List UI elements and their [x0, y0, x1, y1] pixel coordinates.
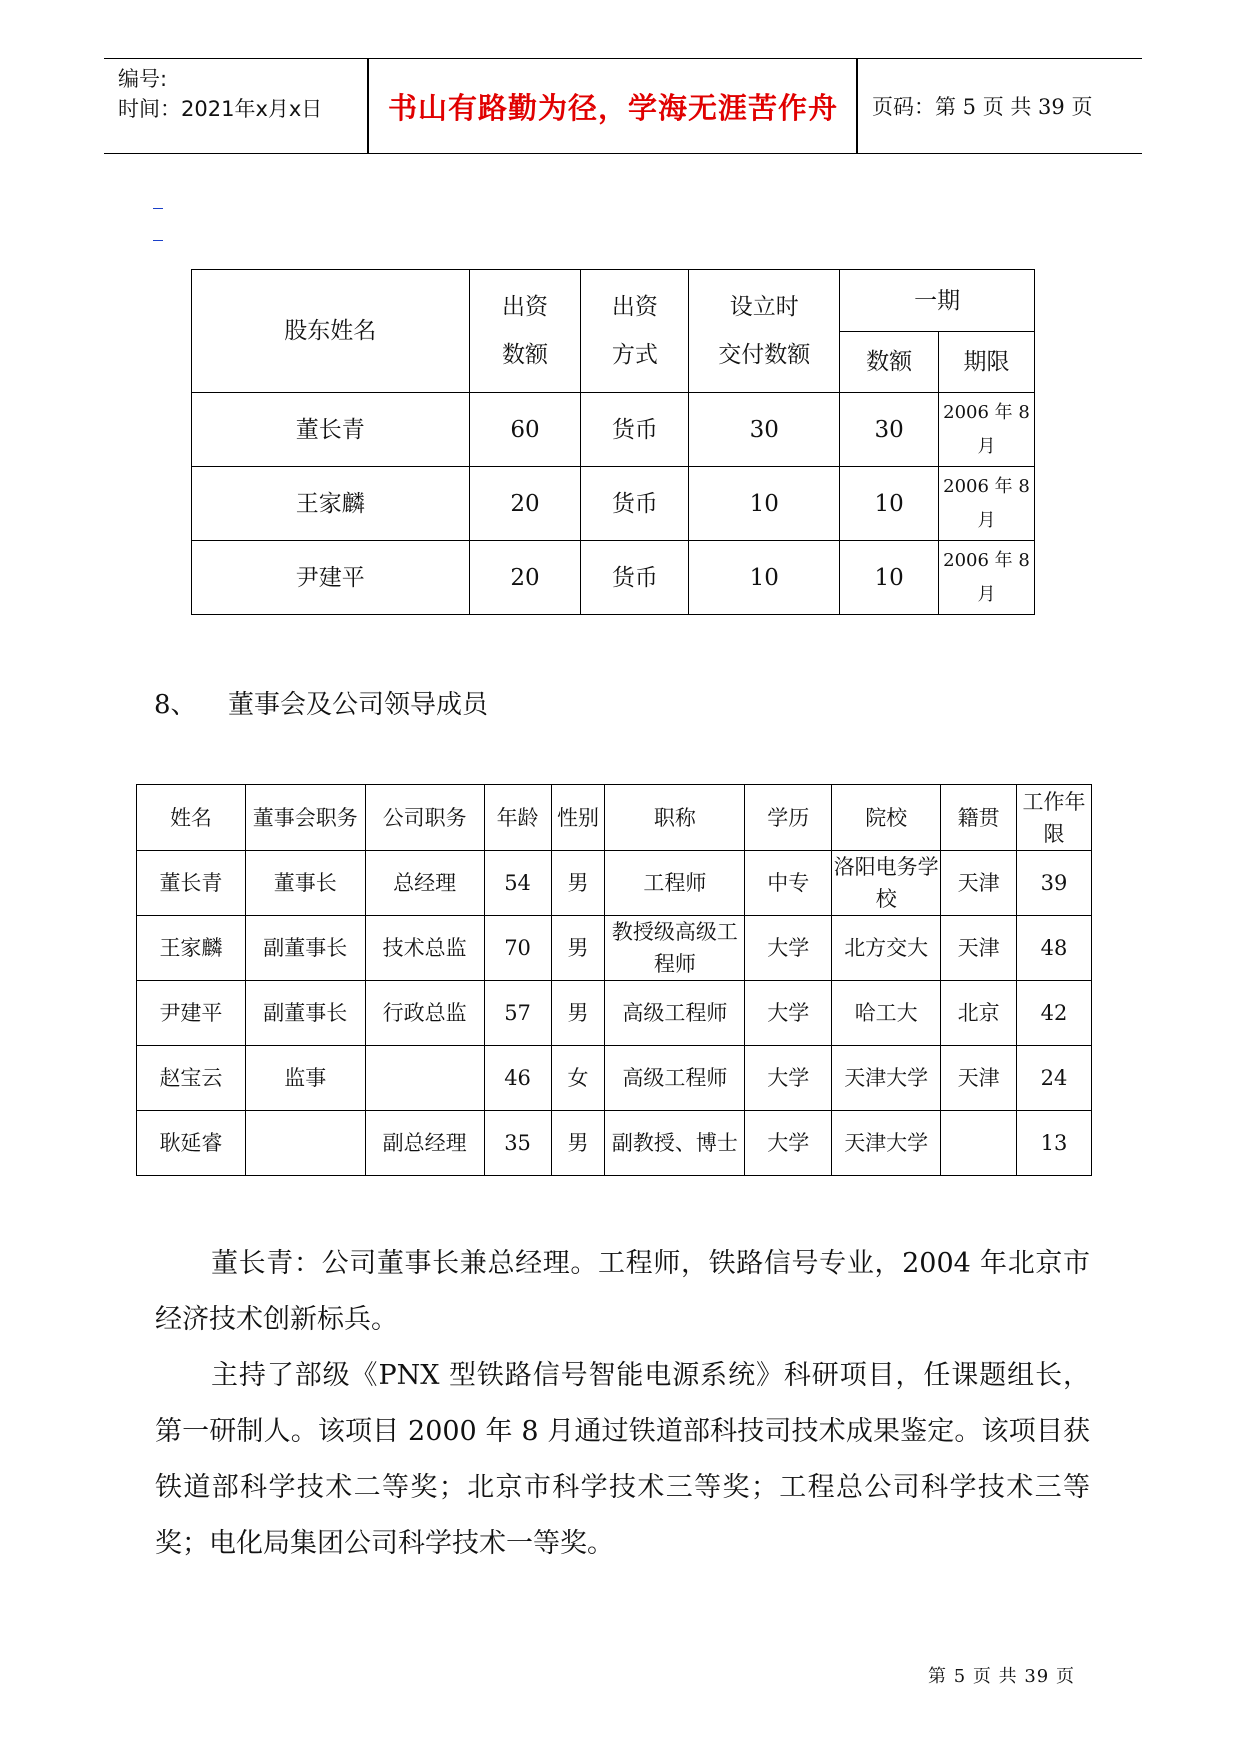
column-header: 性别: [551, 785, 605, 851]
table-row: [137, 981, 1092, 1046]
cell-method: 货币: [581, 393, 689, 467]
header-paid: 设立时 交付数额: [689, 270, 840, 393]
cell: 副总经理: [365, 1111, 484, 1176]
cell: 42: [1017, 981, 1092, 1046]
header-name: 股东姓名: [192, 270, 470, 393]
table-row: [137, 1046, 1092, 1111]
header-phase: 一期: [840, 270, 1035, 332]
table-row: [192, 467, 1035, 541]
column-header: 籍贯: [941, 785, 1017, 851]
table-row: [192, 393, 1035, 467]
page-footer: 第 5 页 共 39 页: [928, 1666, 1075, 1687]
cell-term: 2006 年 8 月: [939, 393, 1035, 467]
table-row: [137, 916, 1092, 981]
cell: 13: [1017, 1111, 1092, 1176]
cell: 天津大学: [832, 1111, 941, 1176]
board-members-table: [136, 784, 1092, 1176]
table-header-row: [137, 785, 1092, 851]
column-header: 董事会职务: [245, 785, 365, 851]
column-header: 院校: [832, 785, 941, 851]
cell: 耿延睿: [137, 1111, 246, 1176]
hyperlink-mark: [153, 208, 163, 209]
cell-method: 货币: [581, 541, 689, 615]
header-phase-amount: 数额: [840, 332, 939, 393]
cell-amount: 60: [469, 393, 581, 467]
cell: 北方交大: [832, 916, 941, 981]
cell: 总经理: [365, 851, 484, 916]
cell: 大学: [745, 1046, 832, 1111]
cell: 天津: [941, 1046, 1017, 1111]
cell: 天津大学: [832, 1046, 941, 1111]
section-number: 8、: [154, 690, 197, 720]
section-title: 董事会及公司领导成员: [228, 690, 489, 720]
cell: [941, 1111, 1017, 1176]
time-label: 时间：2021年x月x日: [118, 97, 323, 121]
column-header: 年龄: [484, 785, 551, 851]
cell: [365, 1046, 484, 1111]
cell: 教授级高级工程师: [605, 916, 745, 981]
cell: 女: [551, 1046, 605, 1111]
paragraph-profile-intro: 董长青：公司董事长兼总经理。工程师，铁路信号专业，2004 年北京市经济技术创新标兵。: [155, 1248, 1090, 1335]
cell: 24: [1017, 1046, 1092, 1111]
paragraph-profile-projects: 主持了部级《PNX 型铁路信号智能电源系统》科研项目，任课题组长，第一研制人。该项目 2000 年 8 月通过铁道部科技司技术成果鉴定。该项目获铁道部科学技术二等奖；北京市科学技术三等奖；工程总公司科学技术三等奖；电化局集团公司科学技术一等奖。: [155, 1360, 1090, 1559]
column-header: 姓名: [137, 785, 246, 851]
cell: 54: [484, 851, 551, 916]
column-header: 工作年限: [1017, 785, 1092, 851]
cell: 48: [1017, 916, 1092, 981]
cell: 赵宝云: [137, 1046, 246, 1111]
serial-label: 编号:: [118, 67, 168, 91]
cell-phase-amount: 30: [840, 393, 939, 467]
cell: 哈工大: [832, 981, 941, 1046]
cell-term: 2006 年 8 月: [939, 541, 1035, 615]
cell: 行政总监: [365, 981, 484, 1046]
header-page-label: 页码：第 5 页 共 39 页: [872, 95, 1093, 119]
cell-term: 2006 年 8 月: [939, 467, 1035, 541]
cell-name: 董长青: [192, 393, 470, 467]
section-heading: [154, 684, 488, 721]
cell: 天津: [941, 851, 1017, 916]
column-header: 公司职务: [365, 785, 484, 851]
cell: 35: [484, 1111, 551, 1176]
table-row: [137, 851, 1092, 916]
header-motto: 书山有路勤为径，学海无涯苦作舟: [387, 90, 838, 125]
cell: 男: [551, 981, 605, 1046]
cell: 39: [1017, 851, 1092, 916]
cell-amount: 20: [469, 541, 581, 615]
cell-paid: 30: [689, 393, 840, 467]
cell-name: 王家麟: [192, 467, 470, 541]
header-info: [104, 59, 367, 153]
cell: 高级工程师: [605, 1046, 745, 1111]
cell: 监事: [245, 1046, 365, 1111]
cell: 大学: [745, 916, 832, 981]
cell: 北京: [941, 981, 1017, 1046]
cell: 高级工程师: [605, 981, 745, 1046]
column-header: 职称: [605, 785, 745, 851]
cell: 董长青: [137, 851, 246, 916]
header-method: 出资 方式: [581, 270, 689, 393]
cell: 男: [551, 851, 605, 916]
shareholder-table: [191, 269, 1035, 615]
cell: 董事长: [245, 851, 365, 916]
cell: 70: [484, 916, 551, 981]
cell-phase-amount: 10: [840, 541, 939, 615]
cell: 副董事长: [245, 916, 365, 981]
cell-name: 尹建平: [192, 541, 470, 615]
cell-paid: 10: [689, 541, 840, 615]
cell: 大学: [745, 1111, 832, 1176]
cell-phase-amount: 10: [840, 467, 939, 541]
cell: 副董事长: [245, 981, 365, 1046]
hyperlink-mark: [153, 240, 163, 241]
cell: 57: [484, 981, 551, 1046]
table-row: [192, 541, 1035, 615]
cell: 46: [484, 1046, 551, 1111]
header-amount: 出资 数额: [469, 270, 581, 393]
cell: 大学: [745, 981, 832, 1046]
cell: 中专: [745, 851, 832, 916]
cell-amount: 20: [469, 467, 581, 541]
cell: [245, 1111, 365, 1176]
cell: 尹建平: [137, 981, 246, 1046]
cell-paid: 10: [689, 467, 840, 541]
cell: 洛阳电务学校: [832, 851, 941, 916]
cell: 男: [551, 916, 605, 981]
cell: 副教授、博士: [605, 1111, 745, 1176]
cell-method: 货币: [581, 467, 689, 541]
page-header: [104, 58, 1142, 154]
cell: 王家麟: [137, 916, 246, 981]
table-row: [137, 1111, 1092, 1176]
cell: 技术总监: [365, 916, 484, 981]
header-phase-term: 期限: [939, 332, 1035, 393]
column-header: 学历: [745, 785, 832, 851]
cell: 男: [551, 1111, 605, 1176]
cell: 工程师: [605, 851, 745, 916]
cell: 天津: [941, 916, 1017, 981]
